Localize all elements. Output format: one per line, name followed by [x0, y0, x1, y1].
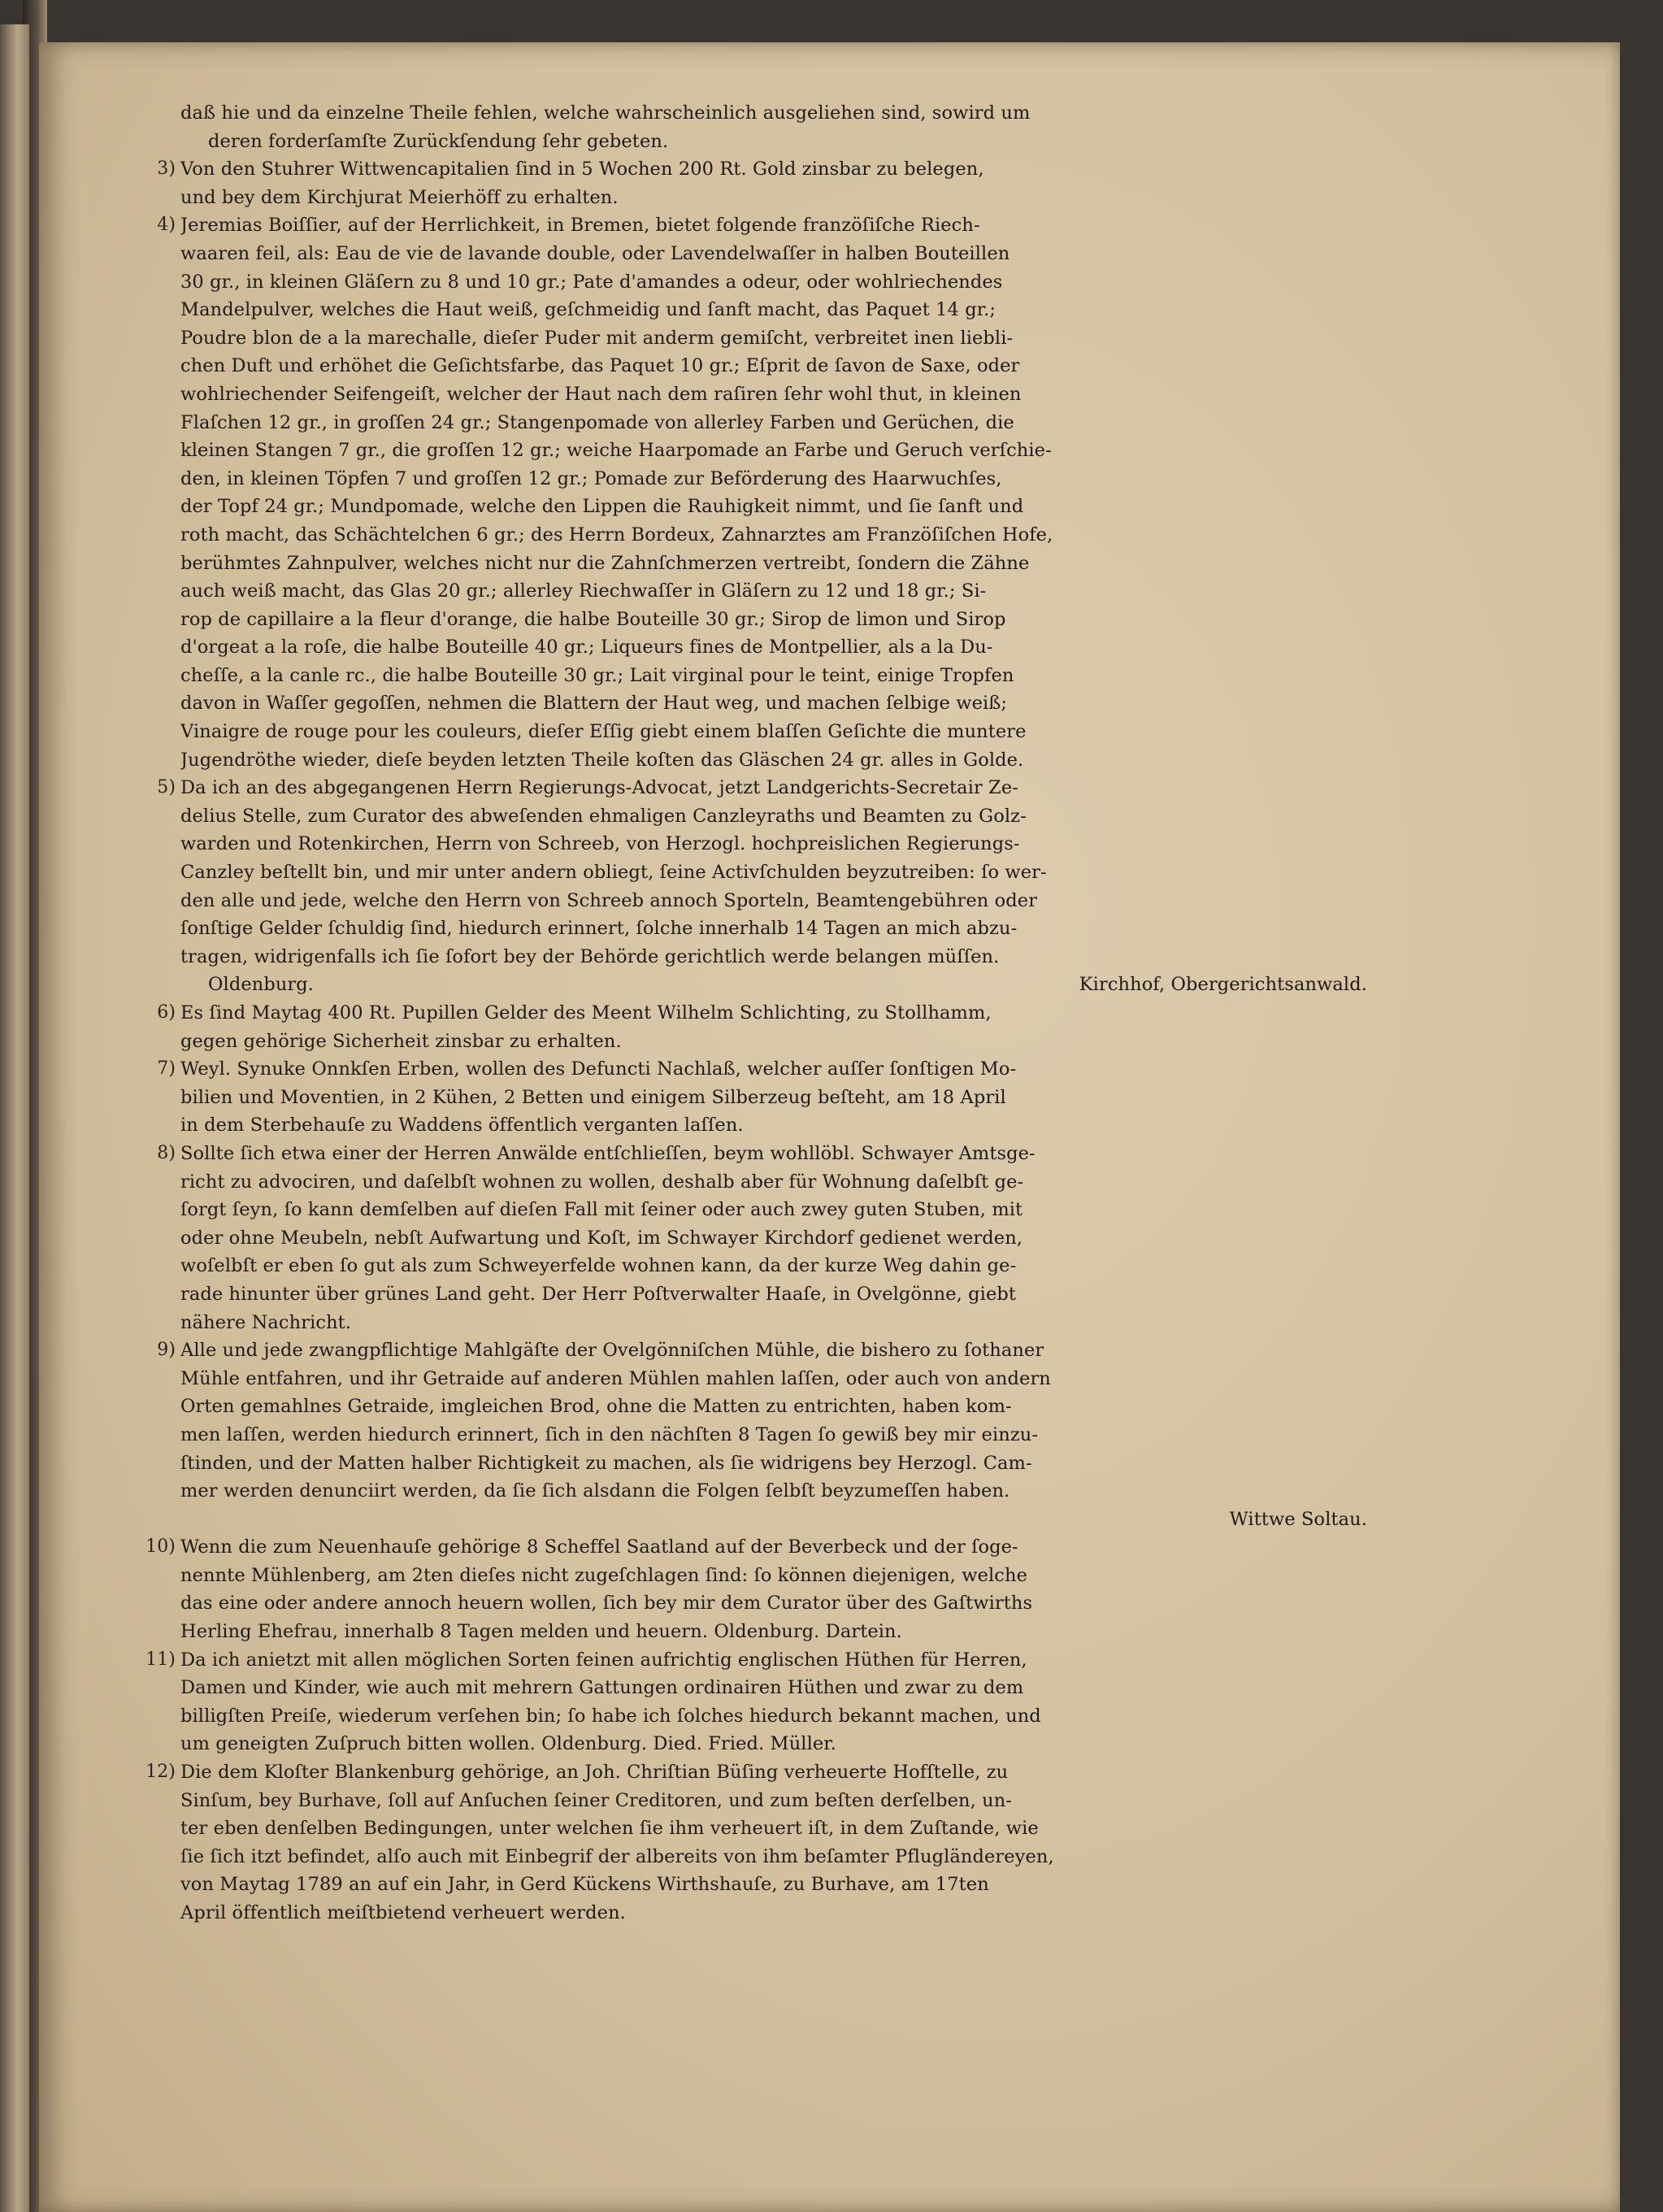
text-line: rade hinunter über grünes Land geht. Der Herr Poſtverwalter Haaſe, in Ovelgönne, giebt	[180, 1283, 1017, 1305]
text-line: waaren feil, als: Eau de vie de lavande double, oder Lavendelwaſſer in halben Bouteillen	[180, 242, 1010, 264]
text-line: auch weiß macht, das Glas 20 gr.; allerley Riechwaſſer in Gläſern zu 12 und 18 gr.; Si-	[180, 580, 987, 602]
entry-number: 6)	[157, 1002, 176, 1023]
text-line: 30 gr., in kleinen Gläſern zu 8 und 10 gr.; Pate d'amandes a odeur, oder wohlriechendes	[180, 271, 1003, 293]
text-line: Weyl. Synuke Onnkſen Erben, wollen des Defuncti Nachlaß, welcher auſſer ſonſtigen Mo-	[180, 1058, 1017, 1080]
entry-number: 9)	[157, 1340, 176, 1361]
text-line: richt zu advociren, und daſelbſt wohnen zu wollen, deshalb aber für Wohnung daſelbſt ge-	[180, 1171, 1024, 1193]
notice-entry	[157, 1336, 1375, 1533]
text-line: cheſſe, a la canle rc., die halbe Bouteille 30 gr.; Lait virginal pour le teint, einige Tropfen	[180, 664, 1014, 686]
text-line: April öffentlich meiſtbietend verheuert werden.	[180, 1902, 626, 1923]
text-line: kleinen Stangen 7 gr., die groſſen 12 gr.; weiche Haarpomade an Farbe und Geruch verſchie-	[180, 440, 1052, 462]
text-line: von Maytag 1789 an auf ein Jahr, in Gerd Kückens Wirthshauſe, zu Burhave, am 17ten	[180, 1874, 989, 1896]
entry-number: 5)	[157, 777, 176, 798]
text-line: d'orgeat a la roſe, die halbe Bouteille 40 gr.; Liqueurs fines de Montpellier, als a la Du-	[180, 637, 993, 658]
text-line: ter eben denſelben Bedingungen, unter welchen ſie ihm verheuert iſt, in dem Zuſtande, wie	[180, 1818, 1039, 1840]
text-line: oder ohne Meubeln, nebſt Aufwartung und Koſt, im Schwayer Kirchdorf gedienet werden,	[180, 1227, 1023, 1249]
entry-number: 8)	[157, 1142, 176, 1163]
text-line: Sollte ſich etwa einer der Herren Anwälde entſchlieſſen, beym wohllöbl. Schwayer Amtsge-	[180, 1142, 1036, 1164]
notice-entry	[157, 774, 1375, 999]
text-line: mer werden denunciirt werden, da ſie ſich alsdann die Folgen ſelbſt beyzumeſſen haben.	[180, 1480, 1010, 1502]
notice-entry	[145, 1646, 1375, 1758]
text-line: daß hie und da einzelne Theile fehlen, welche wahrscheinlich ausgeliehen sind, sowird um	[180, 102, 1031, 124]
left-page-edge	[0, 24, 29, 2212]
text-line: ſorgt ſeyn, ſo kann demſelben auf dieſen Fall mit ſeiner oder auch zwey guten Stuben, mit	[180, 1199, 1023, 1221]
text-line: Wenn die zum Neuenhauſe gehörige 8 Scheffel Saatland auf der Beverbeck und der ſoge-	[180, 1536, 1018, 1558]
text-line: Sinſum, bey Burhave, ſoll auf Anſuchen ſeiner Creditoren, und zum beſten derſelben, un-	[180, 1789, 1012, 1811]
text-line: delius Stelle, zum Curator des abweſenden ehmaligen Canzleyraths und Beamten zu Golz-	[180, 805, 1027, 827]
text-line: Da ich anietzt mit allen möglichen Sorten feinen aufrichtig englischen Hüthen für Herren,	[180, 1649, 1027, 1671]
text-line: tragen, widrigenfalls ich ſie ſofort bey der Behörde gerichtlich werde belangen müſſen.	[180, 945, 1000, 967]
notice-entry	[145, 1533, 1375, 1645]
text-line: berühmtes Zahnpulver, welches nicht nur die Zahnſchmerzen vertreibt, ſondern die Zähne	[180, 552, 1030, 574]
notice-entry	[157, 1140, 1375, 1336]
signature-name: Wittwe Soltau.	[1229, 1508, 1367, 1530]
text-line: Vinaigre de rouge pour les couleurs, dieſer Eſſig giebt einem blaſſen Geſichte die muntere	[180, 721, 1027, 743]
text-line: bilien und Moventien, in 2 Kühen, 2 Betten und einigem Silberzeug beſteht, am 18 April	[180, 1086, 1006, 1108]
notice-entry	[157, 211, 1375, 774]
text-line: men laſſen, werden hiedurch erinnert, ſich in den nächſten 8 Tagen ſo gewiß bey mir einzu-	[180, 1423, 1039, 1445]
text-line: Canzley beſtellt bin, und mir unter andern obliegt, ſeine Activſchulden beyzutreiben: ſo wer-	[180, 862, 1047, 884]
entry-number: 11)	[145, 1649, 176, 1670]
notice-entry	[145, 1758, 1375, 1927]
entry-number: 10)	[145, 1536, 176, 1558]
text-line: und bey dem Kirchjurat Meierhöff zu erhalten.	[180, 186, 619, 208]
entry-number: 7)	[157, 1058, 176, 1080]
signature-name: Kirchhof, Obergerichtsanwald.	[1079, 974, 1367, 996]
text-line: warden und Rotenkirchen, Herrn von Schreeb, von Herzogl. hochpreislichen Regierungs-	[180, 833, 1020, 855]
signature-line	[180, 971, 1375, 999]
text-line: woſelbſt er eben ſo gut als zum Schweyerfelde wohnen kann, da der kurze Weg dahin ge-	[180, 1255, 1017, 1277]
text-line: den, in kleinen Töpfen 7 und groſſen 12 gr.; Pomade zur Beförderung des Haarwuchſes,	[180, 467, 1002, 489]
text-line: um geneigten Zuſpruch bitten wollen. Oldenburg. Died. Fried. Müller.	[180, 1733, 836, 1755]
text-line: Jeremias Boiſſier, auf der Herrlichkeit, in Bremen, bietet folgende franzöſiſche Riech-	[180, 215, 980, 237]
entry-number: 3)	[157, 159, 176, 180]
text-line: Flaſchen 12 gr., in groſſen 24 gr.; Stangenpomade von allerley Farben und Gerüchen, die	[180, 411, 1014, 433]
text-line: Mühle entfahren, und ihr Getraide auf anderen Mühlen mahlen laſſen, oder auch von andern	[180, 1367, 1051, 1389]
text-line: ſonſtige Gelder ſchuldig ſind, hiedurch erinnert, ſolche innerhalb 14 Tagen an mich abzu-	[180, 918, 1018, 940]
text-line: nähere Nachricht.	[180, 1311, 352, 1333]
text-line: nennte Mühlenberg, am 2ten dieſes nicht zugeſchlagen ſind: ſo können diejenigen, welche	[180, 1564, 1027, 1586]
text-line: das eine oder andere annoch heuern wollen, ſich bey mir dem Curator über des Gaſtwirths	[180, 1593, 1033, 1614]
text-line: Alle und jede zwangpflichtige Mahlgäſte der Ovelgönniſchen Mühle, die bishero zu ſothaner	[180, 1340, 1044, 1362]
text-line: Da ich an des abgegangenen Herrn Regierungs-Advocat, jetzt Landgerichts-Secretair Ze-	[180, 777, 1018, 799]
text-line: Poudre blon de a la marechalle, dieſer Puder mit anderm gemiſcht, verbreitet inen liebli-	[180, 327, 1014, 349]
text-line: ſie ſich itzt befindet, alſo auch mit Einbegrif der albereits von ihm beſamter Pflugländereyen,	[180, 1845, 1054, 1867]
text-line: Es ſind Maytag 400 Rt. Pupillen Gelder des Meent Wilhelm Schlichting, zu Stollhamm,	[180, 1002, 992, 1023]
notice-entry	[157, 155, 1375, 211]
text-line: Orten gemahlnes Getraide, imgleichen Brod, ohne die Matten zu entrichten, haben kom-	[180, 1396, 1012, 1418]
page-text	[145, 99, 1375, 1927]
text-line: roth macht, das Schächtelchen 6 gr.; des Herrn Bordeux, Zahnarztes am Franzöſiſchen Hofe,	[180, 524, 1053, 545]
entry-number: 4)	[157, 215, 176, 236]
entry-number: 12)	[145, 1762, 176, 1783]
text-line: wohlriechender Seifengeiſt, welcher der Haut nach dem raſiren ſehr wohl thut, in kleinen	[180, 383, 1022, 405]
text-line: Jugendröthe wieder, dieſe beyden letzten Theile koſten das Gläschen 24 gr. alles in Golde.	[180, 749, 1024, 771]
text-line: Von den Stuhrer Wittwencapitalien ſind in 5 Wochen 200 Rt. Gold zinsbar zu belegen,	[180, 159, 984, 180]
text-line: Mandelpulver, welches die Haut weiß, geſchmeidig und ſanft macht, das Paquet 14 gr.;	[180, 299, 996, 321]
text-line: in dem Sterbehauſe zu Waddens öffentlich verganten laſſen.	[180, 1115, 744, 1136]
text-line: rop de capillaire a la fleur d'orange, die halbe Bouteille 30 gr.; Sirop de limon und Sirop	[180, 608, 1006, 630]
text-line: Damen und Kinder, wie auch mit mehrern Gattungen ordinairen Hüthen und zwar zu dem	[180, 1677, 1024, 1699]
notice-entry	[157, 1055, 1375, 1140]
text-line: Die dem Kloſter Blankenburg gehörige, an Joh. Chriſtian Büſing verheuerte Hofſtelle, zu	[180, 1762, 1009, 1784]
text-line: chen Duft und erhöhet die Geſichtsfarbe, das Paquet 10 gr.; Eſprit de ſavon de Saxe, oder	[180, 355, 1020, 377]
text-line: der Topf 24 gr.; Mundpomade, welche den Lippen die Rauhigkeit nimmt, und ſie ſanft und	[180, 496, 1024, 518]
signature-place: Oldenburg.	[208, 974, 315, 996]
text-line: gegen gehörige Sicherheit zinsbar zu erhalten.	[180, 1030, 622, 1052]
text-line: davon in Waſſer gegoſſen, nehmen die Blattern der Haut weg, und machen ſelbige weiß;	[180, 693, 1008, 715]
text-line: deren forderſamſte Zurückſendung ſehr gebeten.	[208, 130, 669, 152]
text-line: ſtinden, und der Matten halber Richtigkeit zu machen, als ſie widrigens bey Herzogl. Cam-	[180, 1452, 1032, 1474]
text-line: billigſten Preiſe, wiederum verſehen bin; ſo habe ich ſolches hiedurch bekannt machen, und	[180, 1705, 1041, 1727]
notice-entry	[157, 999, 1375, 1055]
text-line: Herling Ehefrau, innerhalb 8 Tagen melden und heuern. Oldenburg. Dartein.	[180, 1621, 902, 1643]
text-line: den alle und jede, welche den Herrn von Schreeb annoch Sporteln, Beamtengebühren oder	[180, 889, 1038, 911]
